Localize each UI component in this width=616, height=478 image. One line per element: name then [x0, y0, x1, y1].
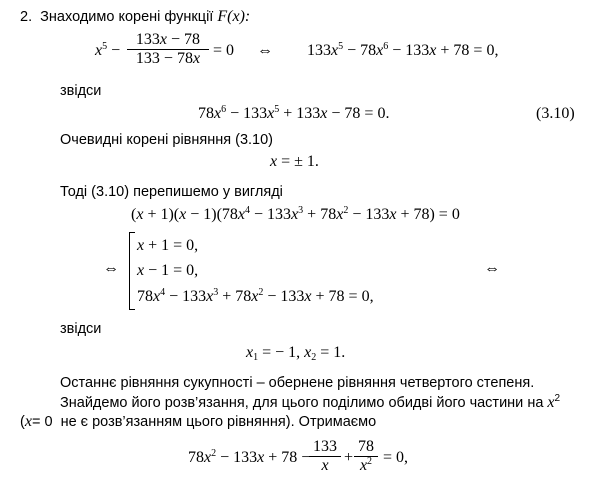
- eq-last-frac2: [354, 438, 378, 475]
- eq1-lhs-left: $x^5$ −: [95, 41, 121, 59]
- eq-3-10-label: (3.10): [536, 105, 575, 122]
- eq1-frac-num: 133x − 78: [135, 31, 201, 48]
- eq-last-left: $78x^2 - 133x + 78$ −: [188, 448, 311, 466]
- eq-last-frac1-den: x: [321, 457, 329, 474]
- eq1-fraction: [127, 31, 209, 68]
- eq-last-frac1: [309, 438, 341, 475]
- roots-final: $x_1$ = − 1, $x_2 = 1$.: [246, 344, 346, 363]
- eq-last-end: = 0,: [383, 449, 409, 466]
- last-text-3b: не є розв’язанням цього рівняння). Отримаємо: [60, 414, 377, 430]
- system-line-2: x − 1 = 0,: [137, 262, 199, 279]
- function-name: F(x):: [217, 8, 251, 25]
- rewrite-text: Тоді (3.10) перепишемо у вигляді: [60, 184, 283, 200]
- factored-eq: $(x + 1)(x - 1)(78x^4 - 133x^3 + 78x^2 - 133x + 78) = 0$: [131, 205, 460, 223]
- zvidsy-2: звідси: [60, 321, 102, 337]
- roots-obvious: x = ± 1.: [270, 153, 319, 170]
- system-line-1: x + 1 = 0,: [137, 237, 199, 254]
- last-text-2: Знайдемо його розв’язання, для цього поділимо обидві його частини на $x^2$: [60, 393, 561, 411]
- eq-last-plus: +: [344, 449, 354, 466]
- eq1-frac-den: 133 − 78x: [135, 50, 201, 67]
- eq-last-frac2-den: $x^2$: [359, 456, 373, 474]
- eq-last-frac2-num: 78: [358, 438, 374, 455]
- item-number: 2.: [20, 9, 33, 25]
- equivalence-symbol-left: ⇔: [103, 260, 119, 277]
- eq-last-frac1-num: 133: [313, 438, 337, 455]
- last-text-3: (x= 0 не є розв’язанням цього рівняння). Отримаємо: [20, 413, 377, 430]
- intro-line: [20, 8, 250, 26]
- equivalence-symbol-right: ⇔: [484, 260, 500, 277]
- zvidsy-1: звідси: [60, 83, 102, 99]
- equivalence-symbol: ⇔: [257, 42, 273, 59]
- system-line-3: $78x^4 - 133x^3 + 78x^2 - 133x + 78 = 0$,: [137, 287, 374, 305]
- last-text-1: Останнє рівняння сукупності – обернене рівняння четвертого степеня.: [60, 375, 535, 391]
- obvious-roots-text: Очевидні корені рівняння (3.10): [60, 132, 273, 148]
- eq1-lhs-right: = 0: [213, 42, 235, 59]
- eq1-rhs: $133x^5 - 78x^6 - 133x + 78 = 0$,: [307, 41, 499, 59]
- intro-text: Знаходимо корені функції: [40, 9, 214, 25]
- eq-3-10: $78x^6 - 133x^5 + 133x - 78 = 0$.: [198, 104, 390, 122]
- system-bracket: [129, 232, 135, 310]
